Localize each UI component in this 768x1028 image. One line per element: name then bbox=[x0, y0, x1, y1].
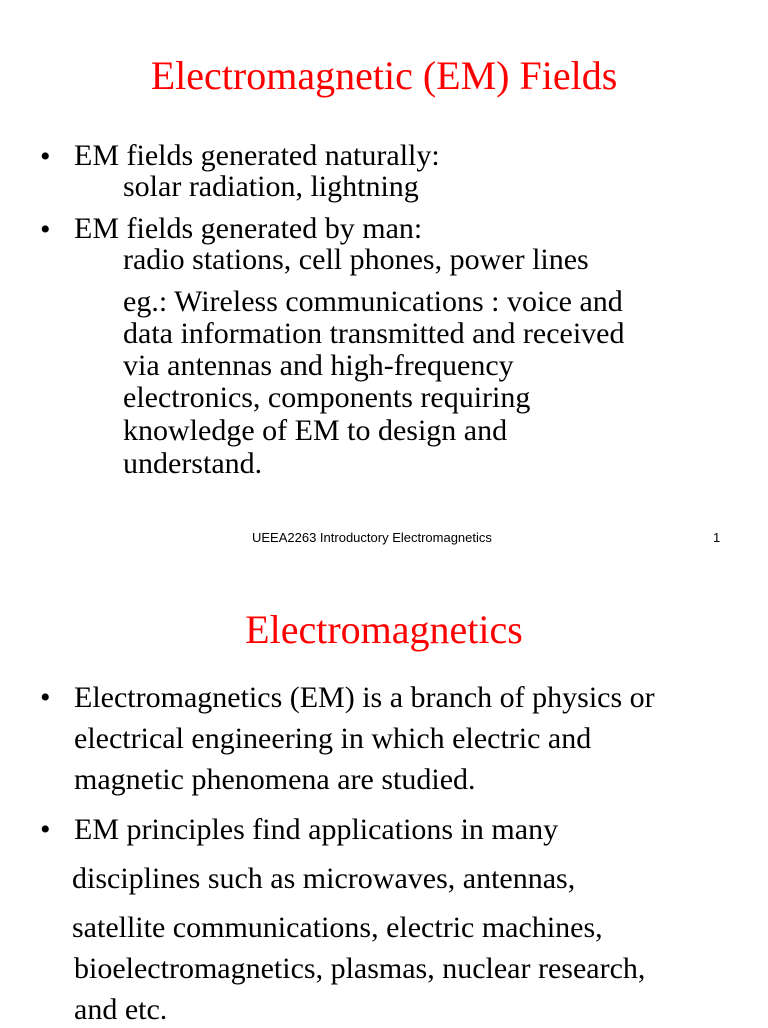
bullet-1-line: magnetic phenomena are studied. bbox=[74, 763, 476, 796]
bullet-2-sub-line: eg.: Wireless communications : voice and bbox=[123, 285, 623, 318]
bullet-2-line: EM principles find applications in many bbox=[74, 813, 559, 846]
bullet-1-line: Electromagnetics (EM) is a branch of physics or bbox=[74, 681, 655, 714]
bullet-2-text: EM fields generated by man: bbox=[74, 212, 423, 245]
bullet-2-sub-line: electronics, components requiring bbox=[123, 381, 531, 414]
slide-1-title: Electromagnetic (EM) Fields bbox=[150, 53, 618, 98]
bullet-2-sub-line: knowledge of EM to design and bbox=[123, 414, 508, 447]
page-number: 1 bbox=[713, 530, 721, 545]
bullet-2-line: satellite communications, electric machines, bbox=[72, 911, 603, 944]
bullet-2-line: disciplines such as microwaves, antennas, bbox=[72, 862, 576, 895]
bullet-1-sub-line: solar radiation, lightning bbox=[123, 170, 419, 203]
bullet-2-sub-line: understand. bbox=[123, 447, 263, 480]
bullet-marker: • bbox=[40, 140, 51, 173]
bullet-2-line: bioelectromagnetics, plasmas, nuclear research, bbox=[74, 952, 646, 985]
bullet-2-line: and etc. bbox=[74, 993, 168, 1026]
bullet-marker: • bbox=[40, 213, 51, 246]
bullet-marker: • bbox=[40, 813, 51, 846]
bullet-marker: • bbox=[40, 681, 51, 714]
bullet-1-text: EM fields generated naturally: bbox=[74, 139, 440, 172]
slide-2-title: Electromagnetics bbox=[245, 607, 523, 652]
footer-course-title: UEEA2263 Introductory Electromagnetics bbox=[252, 530, 492, 545]
slide-2 bbox=[0, 570, 768, 1024]
bullet-2-sub-line: via antennas and high-frequency bbox=[123, 349, 514, 382]
bullet-2-sub-line: radio stations, cell phones, power lines bbox=[123, 243, 589, 276]
bullet-1-line: electrical engineering in which electric and bbox=[74, 722, 592, 755]
bullet-2-sub-line: data information transmitted and received bbox=[123, 317, 625, 350]
